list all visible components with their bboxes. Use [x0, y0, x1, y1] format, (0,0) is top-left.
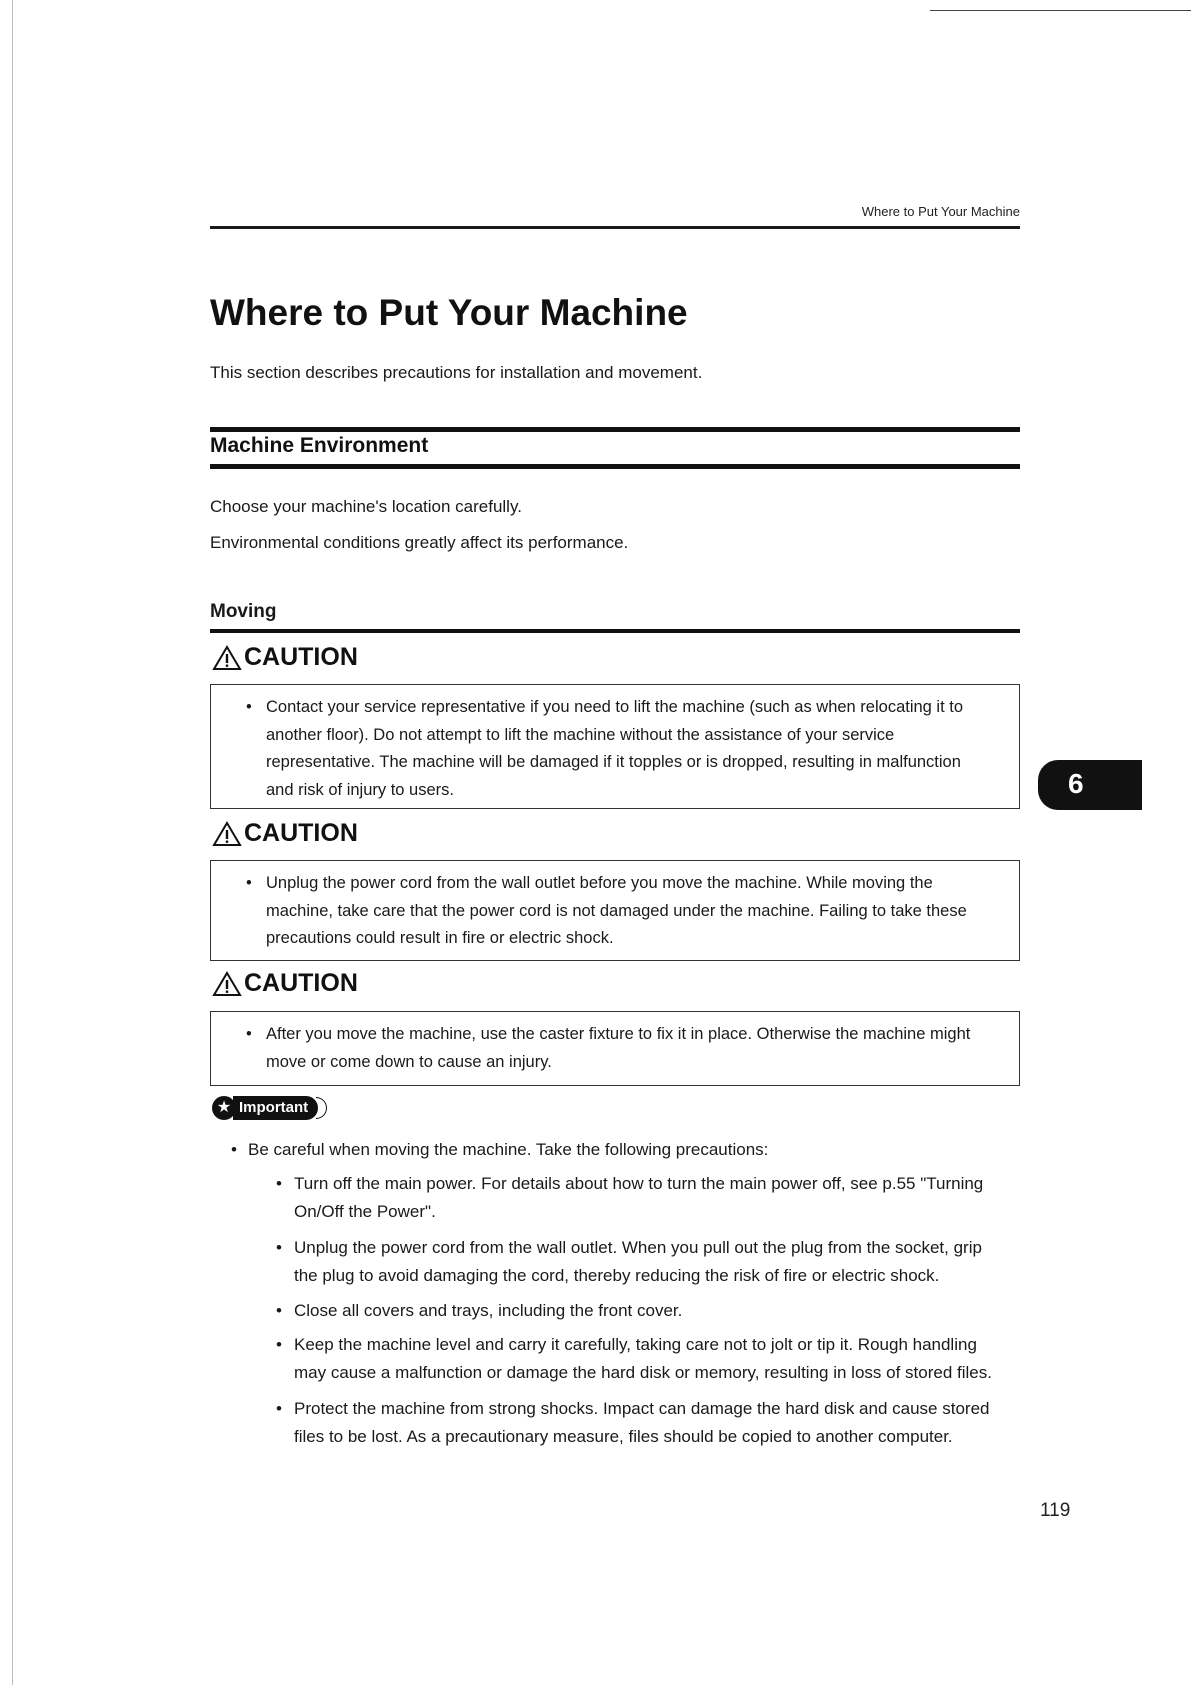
caution-line: another floor). Do not attempt to lift the machine without the assistance of your service — [266, 725, 895, 744]
precaution-line: files to be lost. As a precautionary measure, files should be copied to another computer. — [294, 1427, 953, 1446]
important-badge — [212, 1096, 327, 1120]
star-icon: ★ — [212, 1096, 236, 1120]
header-rule — [210, 226, 1020, 229]
chapter-tab — [1038, 760, 1142, 810]
precaution-item — [294, 1297, 1018, 1325]
important-intro: • Be careful when moving the machine. Take the following precautions: — [248, 1136, 1018, 1164]
caution-line: move or come down to cause an injury. — [266, 1052, 552, 1071]
caution-item — [266, 1021, 1003, 1076]
caution-line: machine, take care that the power cord is not damaged under the machine. Failing to take these — [266, 901, 967, 920]
caution-heading — [212, 969, 358, 998]
section-rule-top — [210, 427, 1020, 432]
caution-box — [210, 684, 1020, 809]
running-header: Where to Put Your Machine — [861, 204, 1020, 219]
caution-heading — [212, 819, 358, 848]
precaution-line: • Protect the machine from strong shocks. Impact can damage the hard disk and cause stored — [294, 1399, 990, 1418]
caution-label: CAUTION — [244, 969, 358, 997]
precaution-line: the plug to avoid damaging the cord, thereby reducing the risk of fire or electric shock. — [294, 1266, 940, 1285]
precaution-line: • Keep the machine level and carry it carefully, taking care not to jolt or tip it. Rough handling — [294, 1335, 977, 1354]
precaution-item — [294, 1331, 1018, 1387]
precaution-line: On/Off the Power". — [294, 1202, 436, 1221]
caution-box — [210, 860, 1020, 961]
precaution-line: • Close all covers and trays, including the front cover. — [294, 1301, 683, 1320]
caution-item — [266, 870, 1003, 953]
caution-item — [266, 694, 1003, 804]
caution-line: • After you move the machine, use the caster fixture to fix it in place. Otherwise the machine might — [266, 1025, 971, 1043]
caution-line: precautions could result in fire or electric shock. — [266, 929, 614, 947]
warning-triangle-icon — [212, 971, 242, 997]
warning-triangle-icon — [212, 821, 242, 847]
precaution-item — [294, 1170, 1018, 1226]
precaution-line: may cause a malfunction or damage the hard disk or memory, resulting in loss of stored files. — [294, 1363, 992, 1382]
caution-line: • Unplug the power cord from the wall outlet before you move the machine. While moving the — [266, 874, 933, 892]
section-paragraph: Environmental conditions greatly affect its performance. — [210, 533, 629, 552]
warning-triangle-icon — [212, 645, 242, 671]
caution-box — [210, 1011, 1020, 1086]
subsection-rule — [210, 629, 1020, 633]
precaution-item — [294, 1395, 1018, 1451]
caution-label: CAUTION — [244, 819, 358, 847]
caution-label: CAUTION — [244, 643, 358, 671]
caution-heading — [212, 643, 358, 672]
precaution-line: • Unplug the power cord from the wall outlet. When you pull out the plug from the socket, grip — [294, 1238, 982, 1257]
precaution-item — [294, 1234, 1018, 1290]
section-title: Machine Environment — [210, 434, 429, 457]
important-label: Important — [233, 1096, 318, 1120]
caution-line: • Contact your service representative if you need to lift the machine (such as when relocating it to — [266, 698, 964, 716]
subsection-title: Moving — [210, 601, 277, 622]
intro-text: This section describes precautions for installation and movement. — [210, 363, 703, 382]
scan-edge-top — [930, 10, 1191, 11]
badge-bracket — [316, 1097, 327, 1119]
precaution-line: • Turn off the main power. For details about how to turn the main power off, see p.55 "Turning — [294, 1174, 984, 1193]
caution-line: representative. The machine will be damaged if it topples or is dropped, resulting in malfunction — [266, 753, 961, 771]
scan-edge-left — [12, 0, 13, 1685]
caution-line: and risk of injury to users. — [266, 780, 454, 799]
chapter-number: 6 — [1068, 768, 1084, 799]
page-title: Where to Put Your Machine — [210, 292, 688, 333]
page-number: 119 — [1040, 1500, 1071, 1521]
section-rule-bottom — [210, 464, 1020, 469]
section-paragraph: Choose your machine's location carefully. — [210, 497, 522, 516]
